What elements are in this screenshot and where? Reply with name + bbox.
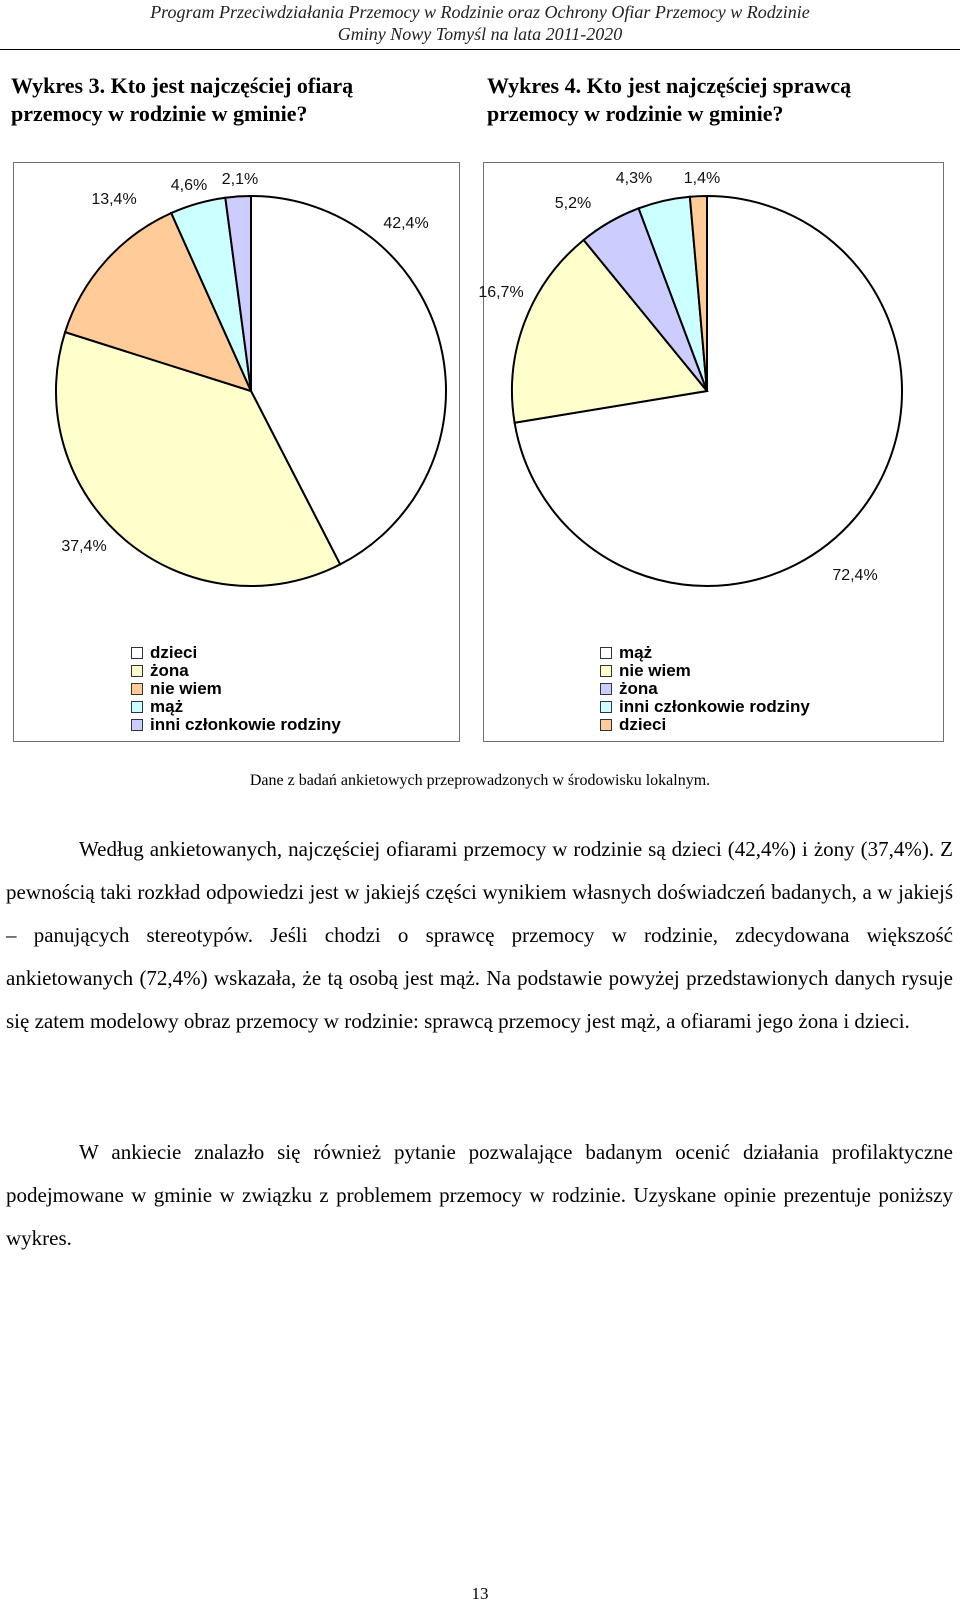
- chart4-data-label-inni-czlonkowie-rodziny: 4,3%: [615, 170, 653, 187]
- figure-4-title: Wykres 4. Kto jest najczęściej sprawcą przemocy w rodzinie w gminie?: [487, 73, 852, 126]
- chart3-legend-label: nie wiem: [150, 679, 222, 698]
- chart4-data-label-maz: 72,4%: [832, 567, 878, 584]
- header-line-1: Program Przeciwdziałania Przemocy w Rodzinie oraz Ochrony Ofiar Przemocy w Rodzinie: [150, 2, 810, 22]
- chart3-legend-swatch: [131, 647, 143, 659]
- chart3-legend-label: dzieci: [150, 643, 198, 662]
- chart4-legend-item-nie-wiem: [600, 662, 810, 680]
- chart4-legend-item-dzieci: [600, 716, 810, 734]
- chart3-legend-label: inni członkowie rodziny: [150, 715, 341, 734]
- chart3-data-label-zona: 37,4%: [61, 538, 107, 555]
- chart4-legend-item-inni-czlonkowie-rodziny: [600, 698, 810, 716]
- page-number: 13: [471, 1584, 489, 1603]
- chart3-legend-swatch: [131, 701, 143, 713]
- chart3-data-label-inni-czlonkowie-rodziny: 2,1%: [221, 171, 259, 188]
- chart4-legend-label: nie wiem: [619, 661, 691, 680]
- chart-3-legend: [131, 644, 341, 734]
- chart4-data-label-zona: 5,2%: [554, 195, 592, 212]
- chart4-legend-swatch: [600, 665, 612, 677]
- header-line-2: Gminy Nowy Tomyśl na lata 2011-2020: [337, 24, 623, 44]
- chart3-legend-item-zona: [131, 662, 341, 680]
- chart3-legend-item-inni-czlonkowie-rodziny: [131, 716, 341, 734]
- chart-4-legend: [600, 644, 810, 734]
- body-paragraph-2: W ankiecie znalazło się również pytanie pozwalające badanym ocenić działania profilaktyczne podejmowane w gminie w związku z problemem przemocy w rodzinie. Uzyskane opinie prezentuje poniższy wykres.: [6, 1140, 953, 1250]
- chart4-data-label-nie-wiem: 16,7%: [478, 284, 524, 301]
- chart4-legend-item-zona: [600, 680, 810, 698]
- chart3-data-label-dzieci: 42,4%: [383, 215, 429, 232]
- document-header: [0, 0, 960, 50]
- chart3-legend-swatch: [131, 665, 143, 677]
- chart3-legend-label: żona: [150, 661, 189, 680]
- chart4-legend-label: dzieci: [619, 715, 667, 734]
- body-paragraph-1: Według ankietowanych, najczęściej ofiarami przemocy w rodzinie są dzieci (42,4%) i żony (37,4%). Z pewnością taki rozkład odpowiedzi jest w jakiejś części wynikiem własnych doświadczeń badanych, a w jakiejś – panujących stereotypów. Jeśli chodzi o sprawcę przemocy w rodzinie, zdecydowana większość ankietowanych (72,4%) wskazała, że tą osobą jest mąż. Na podstawie powyżej przedstawionych danych rysuje się zatem modelowy obraz przemocy w rodzinie: sprawcą przemocy jest mąż, a ofiarami jego żona i dzieci.: [6, 837, 953, 1033]
- chart3-legend-item-maz: [131, 698, 341, 716]
- chart4-legend-label: żona: [619, 679, 658, 698]
- chart4-legend-swatch: [600, 647, 612, 659]
- chart4-legend-swatch: [600, 719, 612, 731]
- chart4-legend-label: inni członkowie rodziny: [619, 697, 810, 716]
- figure-source-note: Dane z badań ankietowych przeprowadzonych w środowisku lokalnym.: [249, 772, 711, 789]
- chart3-legend-item-nie-wiem: [131, 680, 341, 698]
- chart-3-victims: [13, 162, 460, 742]
- chart3-data-label-nie-wiem: 13,4%: [91, 191, 137, 208]
- chart4-legend-item-maz: [600, 644, 810, 662]
- chart-4-perpetrators: [478, 162, 944, 742]
- chart4-legend-label: mąż: [619, 643, 653, 662]
- chart4-legend-swatch: [600, 683, 612, 695]
- chart3-legend-item-dzieci: [131, 644, 341, 662]
- chart4-data-label-dzieci: 1,4%: [683, 170, 721, 187]
- chart3-legend-swatch: [131, 719, 143, 731]
- chart4-legend-swatch: [600, 701, 612, 713]
- chart3-legend-label: mąż: [150, 697, 184, 716]
- chart3-data-label-maz: 4,6%: [170, 177, 208, 194]
- chart3-legend-swatch: [131, 683, 143, 695]
- figure-3-title: Wykres 3. Kto jest najczęściej ofiarą przemocy w rodzinie w gminie?: [11, 73, 354, 126]
